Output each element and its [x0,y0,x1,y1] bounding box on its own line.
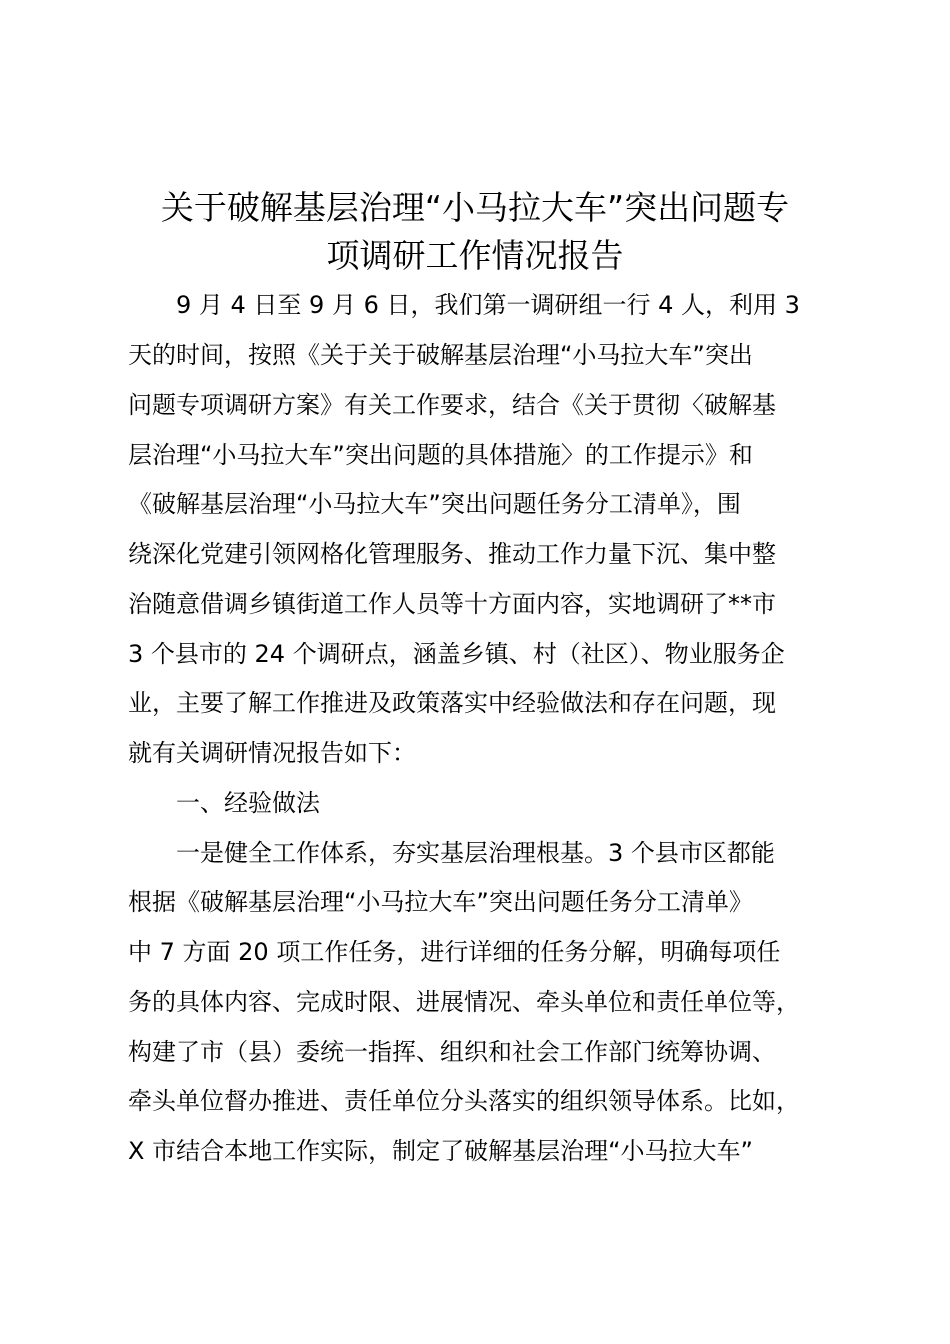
intro-line-2: 天的时间，按照《关于关于破解基层治理“小马拉大车”突出 [128,341,753,369]
intro-line-9: 业，主要了解工作推进及政策落实中经验做法和存在问题，现 [128,689,776,717]
body-line-2: 根据《破解基层治理“小马拉大车”突出问题任务分工清单》 [128,888,753,916]
title-line-1: 关于破解基层治理“小马拉大车”突出问题专 [160,188,790,227]
intro-line-10: 就有关调研情况报告如下： [128,739,416,767]
section-heading: 一、经验做法 [176,789,320,817]
body-line-1: 一是健全工作体系，夯实基层治理根基。3 个县市区都能 [176,839,775,867]
body-line-5: 构建了市（县）委统一指挥、组织和社会工作部门统筹协调、 [128,1038,776,1066]
intro-line-3: 问题专项调研方案》有关工作要求，结合《关于贯彻〈破解基 [128,391,776,419]
intro-line-7: 治随意借调乡镇街道工作人员等十方面内容，实地调研了**市 [128,590,776,618]
intro-line-5: 《破解基层治理“小马拉大车”突出问题任务分工清单》，围 [128,490,741,518]
title-line-2: 项调研工作情况报告 [326,236,624,275]
intro-line-1: 9 月 4 日至 9 月 6 日，我们第一调研组一行 4 人，利用 3 [176,291,800,319]
intro-line-6: 绕深化党建引领网格化管理服务、推动工作力量下沉、集中整 [128,540,776,568]
intro-line-4: 层治理“小马拉大车”突出问题的具体措施〉的工作提示》和 [128,441,753,469]
body-line-6: 牵头单位督办推进、责任单位分头落实的组织领导体系。比如， [128,1087,800,1115]
body-line-7: X 市结合本地工作实际，制定了破解基层治理“小马拉大车” [128,1137,753,1165]
intro-line-8: 3 个县市的 24 个调研点，涵盖乡镇、村（社区）、物业服务企 [128,640,785,668]
body-line-3: 中 7 方面 20 项工作任务，进行详细的任务分解，明确每项任 [128,938,781,966]
body-line-4: 务的具体内容、完成时限、进展情况、牵头单位和责任单位等， [128,988,800,1016]
